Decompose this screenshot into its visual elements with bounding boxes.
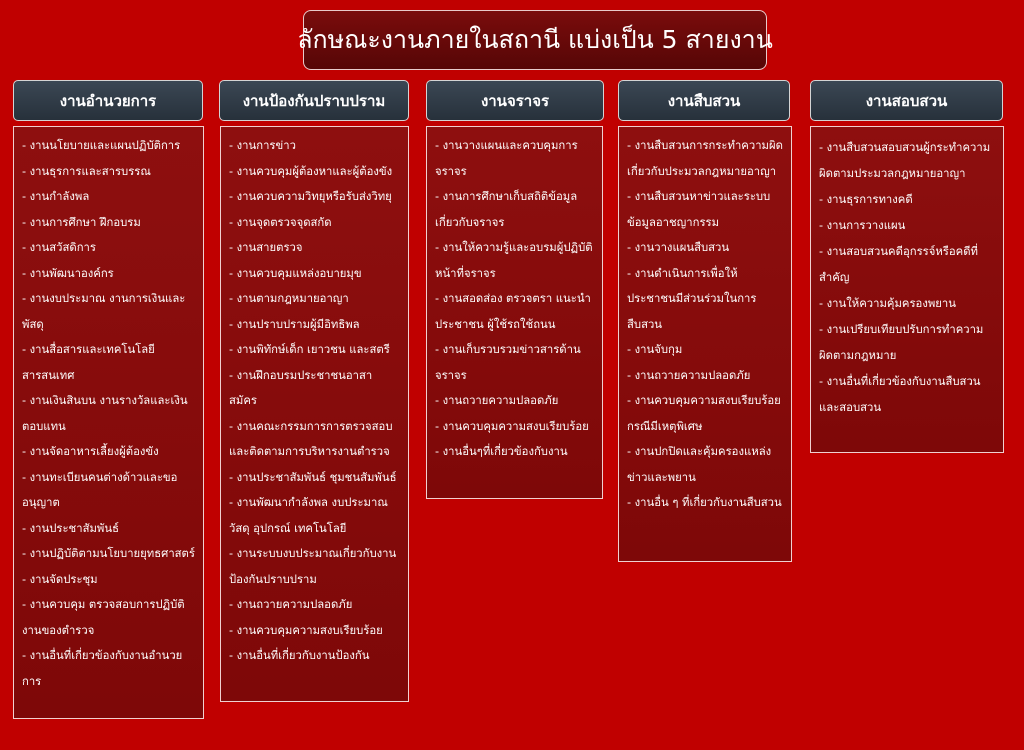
list-item: - งานพัฒนาองค์กร <box>22 266 114 280</box>
list-item: - งานการวางแผน <box>819 219 906 232</box>
list-item: - งานอื่นที่เกี่ยวกับงานป้องกัน <box>229 649 370 662</box>
list-item: - งานคณะกรรมการการตรวจสอบและติดตามการบริหารงานตำรวจ <box>229 419 393 458</box>
header-investigation: งานสืบสวน <box>618 80 790 121</box>
list-item: - งานควบความวิทยุหรือรับส่งวิทยุ <box>229 190 392 203</box>
list-item: - งานอื่น ๆ ที่เกี่ยวกับงานสืบสวน <box>627 496 782 509</box>
list-item: - งานควบคุมความสงบเรียบร้อยกรณีมีเหตุพิเศษ <box>627 394 781 433</box>
list-item: - งานพิทักษ์เด็ก เยาวชน และสตรี <box>229 343 390 356</box>
list-item: - งานประชาสัมพันธ์ <box>22 521 119 535</box>
list-item: - งานกำลังพล <box>22 190 90 203</box>
list-item: - งานควบคุมความสงบเรียบร้อย <box>229 623 383 637</box>
list-item: - งานวางแผนสืบสวน <box>627 241 730 254</box>
list-item: - งานฝึกอบรมประชาชนอาสาสมัคร <box>229 368 373 407</box>
list-item: - งานปกปิดและคุ้มครองแหล่งข่าวและพยาน <box>627 445 772 484</box>
list-item: - งานควบคุมแหล่งอบายมุข <box>229 266 362 280</box>
header-crime-prevention: งานป้องกันปราบปราม <box>219 80 409 121</box>
list-item: - งานจัดประชุม <box>22 572 98 586</box>
list-inquiry <box>810 126 1004 453</box>
list-item: - งานการข่าว <box>229 139 296 152</box>
list-item: - งานสืบสวนหาข่าวและระบบข้อมูลอาชญากรรม <box>627 190 771 229</box>
list-item: - งานดำเนินการเพื่อให้ประชาชนมีส่วนร่วมในการสืบสวน <box>627 266 757 331</box>
list-item: - งานอื่นที่เกี่ยวข้องกับงานสืบสวนและสอบสวน <box>819 375 981 414</box>
list-item: - งานถวายความปลอดภัย <box>229 598 353 611</box>
list-item: - งานสอบสวนคดีอุกรรจ์หรือคดีที่สำคัญ <box>819 245 978 284</box>
list-item: - งานวางแผนและควบคุมการจราจร <box>435 139 578 178</box>
list-item: - งานธุรการและสารบรรณ <box>22 164 151 178</box>
header-inquiry: งานสอบสวน <box>810 80 1003 121</box>
list-item: - งานสวัสดิการ <box>22 241 96 254</box>
list-item: - งานควบคุม ตรวจสอบการปฏิบัติงานของตำรวจ <box>22 598 185 637</box>
list-item: - งานสืบสวนการกระทำความผิดเกี่ยวกับประมวลกฎหมายอาญา <box>627 139 783 178</box>
list-item: - งานการศึกษา ฝึกอบรม <box>22 215 141 229</box>
list-traffic <box>426 126 603 499</box>
list-item: - งานสอดส่อง ตรวจตรา แนะนำประชาชน ผู้ใช้รถใช้ถนน <box>435 292 591 331</box>
list-item: - งานเปรียบเทียบปรับการทำความผิดตามกฎหมาย <box>819 323 984 362</box>
list-item: - งานปฏิบัติตามนโยบายยุทธศาสตร์ <box>22 547 195 560</box>
list-item: - งานเก็บรวบรวมข่าวสารด้านจราจร <box>435 343 581 382</box>
list-item: - งานให้ความคุ้มครองพยาน <box>819 297 956 310</box>
list-item: - งานการศึกษาเก็บสถิติข้อมูลเกี่ยวกับจราจร <box>435 190 578 229</box>
list-investigation <box>618 126 792 562</box>
list-item: - งานจับกุม <box>627 343 683 356</box>
list-item: - งานธุรการทางคดี <box>819 193 913 206</box>
header-traffic: งานจราจร <box>426 80 604 121</box>
list-item: - งานควบคุมความสงบเรียบร้อย <box>435 419 589 433</box>
list-item: - งานจัดอาหารเลี้ยงผู้ต้องขัง <box>22 445 159 458</box>
list-item: - งานประชาสัมพันธ์ ชุมชนสัมพันธ์ <box>229 470 397 484</box>
list-item: - งานสายตรวจ <box>229 241 303 254</box>
list-item: - งานสื่อสารและเทคโนโลยีสารสนเทศ <box>22 343 155 382</box>
list-item: - งานสืบสวนสอบสวนผู้กระทำความผิดตามประมวลกฎหมายอาญา <box>819 141 991 180</box>
list-item: - งานทะเบียนคนต่างด้าวและขออนุญาต <box>22 470 178 509</box>
list-item: - งานถวายความปลอดภัย <box>435 394 559 407</box>
list-item: - งานเงินสินบน งานรางวัลและเงินตอบแทน <box>22 394 188 433</box>
list-item: - งานถวายความปลอดภัย <box>627 368 751 382</box>
page-title: ลักษณะงานภายในสถานี แบ่งเป็น 5 สายงาน <box>303 10 767 70</box>
header-administration: งานอำนวยการ <box>13 80 203 121</box>
list-crime-prevention <box>220 126 409 702</box>
list-item: - งานพัฒนากำลังพล งบประมาณ วัสดุ อุปกรณ์ เทคโนโลยี <box>229 496 388 535</box>
list-item: - งานระบบงบประมาณเกี่ยวกับงานป้องกันปราบปราม <box>229 547 397 586</box>
list-item: - งานอื่นที่เกี่ยวข้องกับงานอำนวยการ <box>22 649 183 688</box>
list-administration <box>13 126 204 719</box>
list-item: - งานงบประมาณ งานการเงินและพัสดุ <box>22 292 186 331</box>
list-item: - งานปราบปรามผู้มีอิทธิพล <box>229 317 360 331</box>
list-item: - งานนโยบายและแผนปฏิบัติการ <box>22 139 181 152</box>
list-item: - งานควบคุมผู้ต้องหาและผู้ต้องขัง <box>229 164 393 178</box>
list-item: - งานอื่นๆที่เกี่ยวข้องกับงาน <box>435 445 568 458</box>
list-item: - งานตามกฎหมายอาญา <box>229 292 349 305</box>
list-item: - งานให้ความรู้และอบรมผู้ปฏิบัติหน้าที่จราจร <box>435 241 593 280</box>
list-item: - งานจุดตรวจจุดสกัด <box>229 215 332 229</box>
